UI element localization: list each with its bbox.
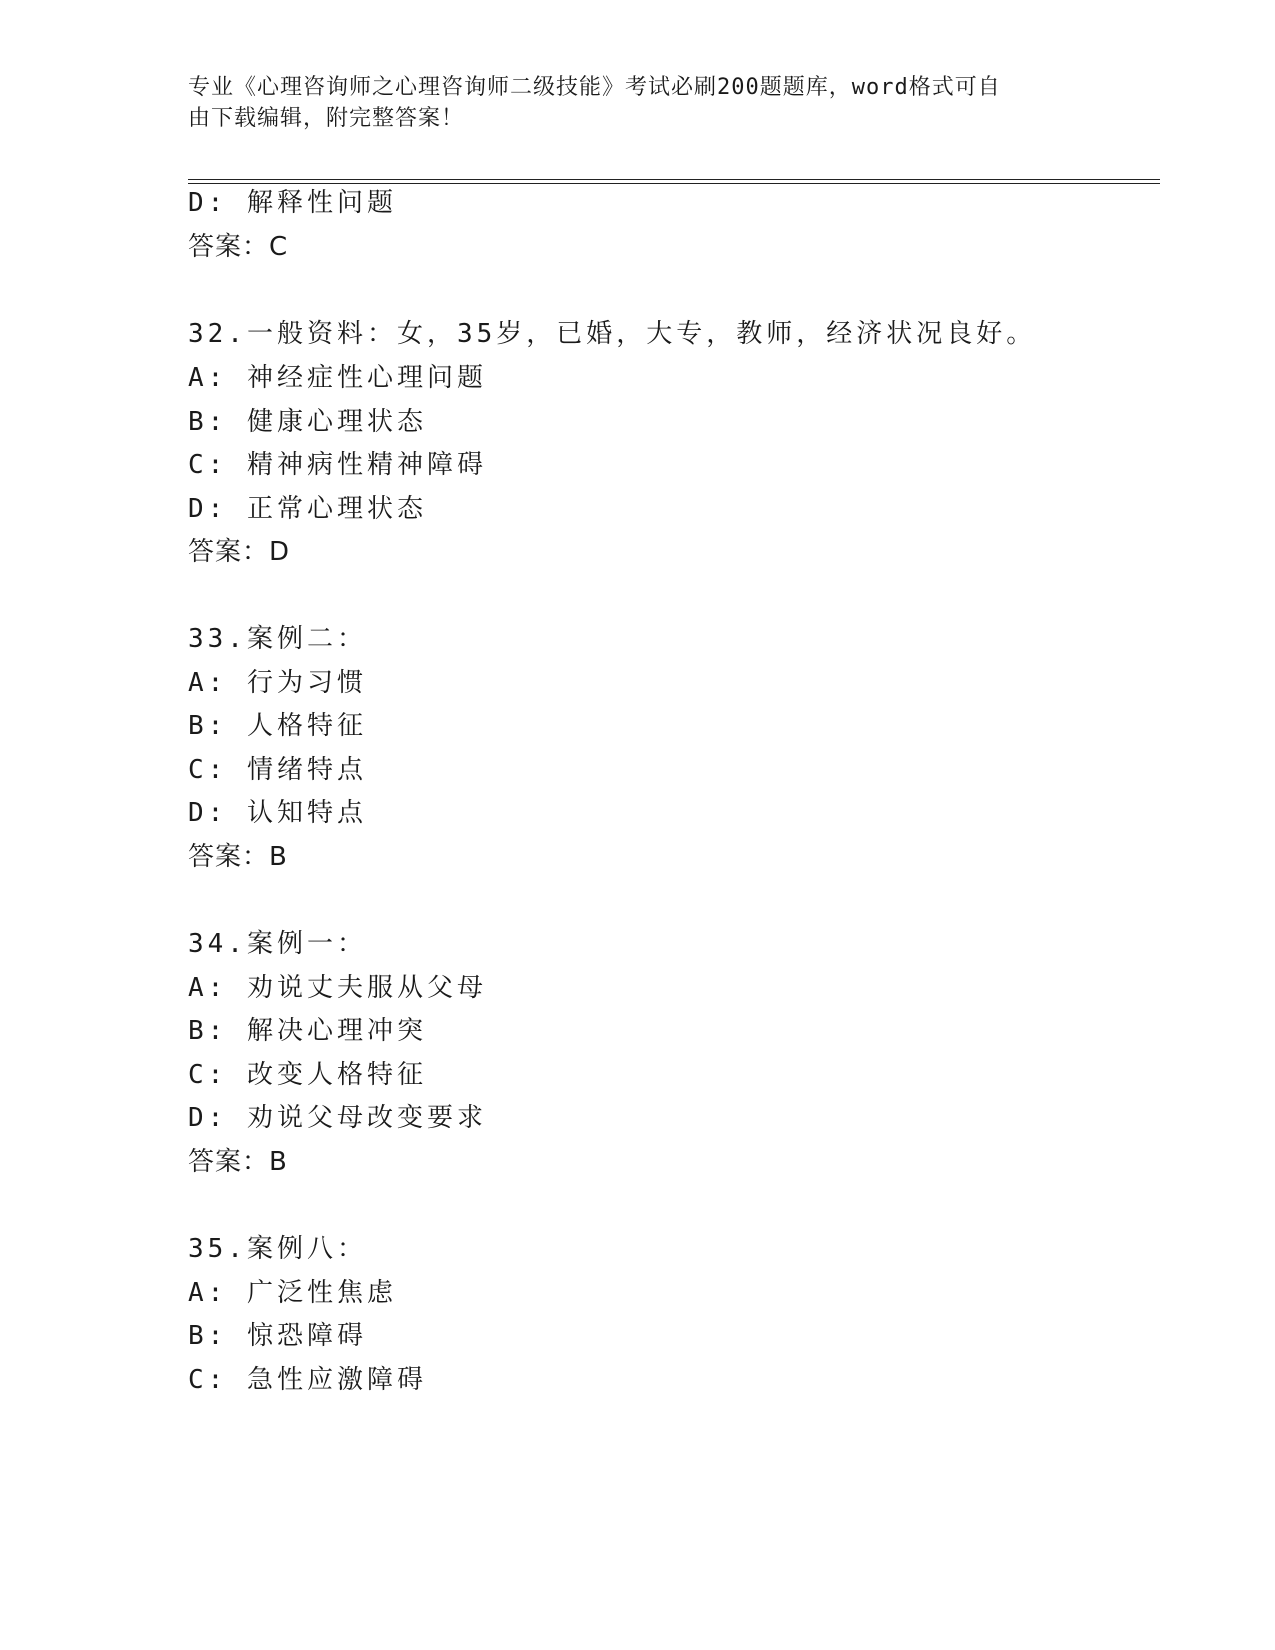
q33-option-b: B: 人格特征 (188, 711, 367, 741)
q35-option-a: A: 广泛性焦虑 (188, 1278, 397, 1308)
q32-option-d: D: 正常心理状态 (188, 494, 427, 524)
q32-option-a: A: 神经症性心理问题 (188, 363, 487, 393)
q34-option-d: D: 劝说父母改变要求 (188, 1103, 487, 1133)
q34-answer: 答案：B (188, 1147, 288, 1177)
q33-option-c: C: 情绪特点 (188, 755, 367, 785)
q35-option-b: B: 惊恐障碍 (188, 1321, 367, 1351)
q33-stem: 33.案例二： (188, 624, 367, 654)
q34-option-c: C: 改变人格特征 (188, 1060, 427, 1090)
q35-stem: 35.案例八： (188, 1234, 367, 1264)
q32-option-b: B: 健康心理状态 (188, 407, 427, 437)
header-line-2: 由下载编辑，附完整答案！ (188, 106, 465, 131)
q32-answer: 答案：D (188, 537, 291, 567)
q34-stem: 34.案例一： (188, 929, 367, 959)
q31-answer: 答案：C (188, 232, 289, 262)
q35-option-c: C: 急性应激障碍 (188, 1365, 427, 1395)
q33-answer: 答案：B (188, 842, 288, 872)
q33-option-d: D: 认知特点 (188, 798, 367, 828)
q32-option-c: C: 精神病性精神障碍 (188, 450, 487, 480)
q32-stem: 32.一般资料：女，35岁，已婚，大专，教师，经济状况良好。 (188, 319, 1037, 349)
q34-option-b: B: 解决心理冲突 (188, 1016, 427, 1046)
q34-option-a: A: 劝说丈夫服从父母 (188, 973, 487, 1003)
q33-option-a: A: 行为习惯 (188, 668, 367, 698)
header-line-1: 专业《心理咨询师之心理咨询师二级技能》考试必刷200题题库，word格式可自 (188, 75, 1001, 100)
q31-option-d: D: 解释性问题 (188, 188, 397, 218)
document-header (188, 72, 1088, 134)
header-divider (188, 179, 1160, 184)
